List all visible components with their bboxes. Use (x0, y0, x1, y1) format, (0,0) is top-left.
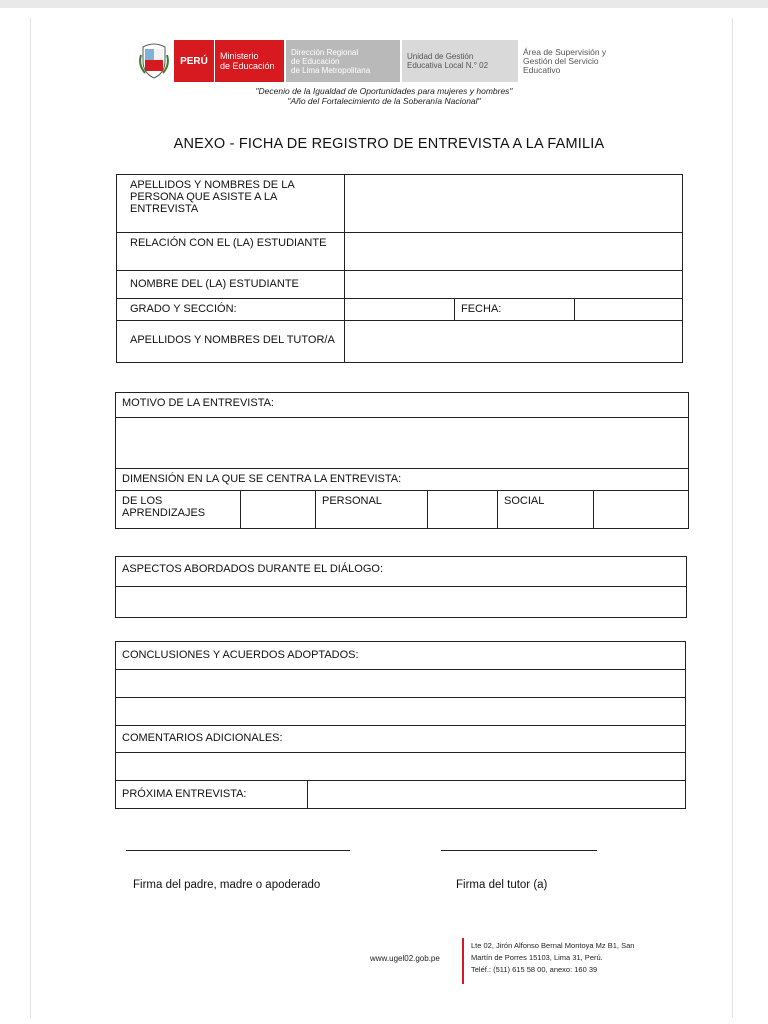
comentarios-label: COMENTARIOS ADICIONALES: (116, 726, 686, 753)
ministerio-logo: Ministerio de Educación (214, 40, 284, 82)
personal-label: PERSONAL (316, 491, 428, 529)
document-title: ANEXO - FICHA DE REGISTRO DE ENTREVISTA A LA FAMILIA (173, 136, 605, 152)
institutional-header (138, 40, 628, 82)
grado-field[interactable] (345, 299, 455, 321)
social-check[interactable] (594, 491, 689, 529)
firma-tutor-label: Firma del tutor (a) (456, 879, 548, 891)
viewer-toolbar-edge (0, 0, 768, 8)
conclusiones-field-2[interactable] (116, 698, 686, 726)
nombre-estudiante-label: NOMBRE DEL (LA) ESTUDIANTE (117, 271, 345, 299)
peru-logo: PERÚ (174, 40, 214, 82)
proxima-field[interactable] (308, 781, 686, 809)
aspectos-table (115, 556, 687, 618)
peru-coat-of-arms-icon (138, 40, 170, 80)
apellidos-persona-label: APELLIDOS Y NOMBRES DE LA PERSONA QUE ASISTE A LA ENTREVISTA (117, 175, 345, 233)
relacion-label: RELACIÓN CON EL (LA) ESTUDIANTE (117, 233, 345, 271)
motivo-field[interactable] (116, 418, 689, 469)
ugel-logo: Unidad de Gestión Educativa Local N.° 02 (400, 40, 518, 82)
datos-table (116, 174, 683, 363)
dre-logo: Dirección Regional de Educación de Lima Metropolitana (284, 40, 400, 82)
conclusiones-table (115, 641, 686, 809)
comentarios-field[interactable] (116, 753, 686, 781)
aspectos-field[interactable] (116, 587, 687, 618)
conclusiones-label: CONCLUSIONES Y ACUERDOS ADOPTADOS: (116, 642, 686, 670)
official-year-names (0, 86, 768, 106)
apellidos-persona-field[interactable] (345, 175, 683, 233)
social-label: SOCIAL (498, 491, 594, 529)
tutor-field[interactable] (345, 321, 683, 363)
decenio-text: "Decenio de la Igualdad de Oportunidades para mujeres y hombres" (255, 86, 513, 96)
footer-url[interactable]: www.ugel02.gob.pe (370, 954, 440, 963)
motivo-table (115, 392, 689, 529)
aprendizajes-label: DE LOS APRENDIZAJES (116, 491, 241, 529)
area-supervision-logo: Área de Supervisión y Gestión del Servicio Educativo (518, 40, 628, 82)
grado-label: GRADO Y SECCIÓN: (117, 299, 345, 321)
aprendizajes-check[interactable] (241, 491, 316, 529)
nombre-estudiante-field[interactable] (345, 271, 683, 299)
dimension-label: DIMENSIÓN EN LA QUE SE CENTRA LA ENTREVISTA: (116, 469, 689, 491)
conclusiones-field-1[interactable] (116, 670, 686, 698)
firma-padre-label: Firma del padre, madre o apoderado (133, 879, 321, 891)
personal-check[interactable] (428, 491, 498, 529)
motivo-label: MOTIVO DE LA ENTREVISTA: (116, 393, 689, 418)
aspectos-label: ASPECTOS ABORDADOS DURANTE EL DIÁLOGO: (116, 557, 687, 587)
anio-text: "Año del Fortalecimiento de la Soberanía Nacional" (287, 96, 481, 106)
tutor-label: APELLIDOS Y NOMBRES DEL TUTOR/A (117, 321, 345, 363)
firma-padre-line[interactable] (126, 850, 350, 851)
fecha-field[interactable] (575, 299, 683, 321)
proxima-label: PRÓXIMA ENTREVISTA: (116, 781, 308, 809)
relacion-field[interactable] (345, 233, 683, 271)
firma-tutor-line[interactable] (441, 850, 597, 851)
fecha-label: FECHA: (455, 299, 575, 321)
footer-divider (462, 938, 464, 984)
footer-address: Lte 02, Jirón Alfonso Bernal Montoya Mz B1, San Martín de Porres 15103, Lima 31, Perú. Teléf.: (511) 615 58 00, anexo: 160 39 (471, 941, 635, 974)
